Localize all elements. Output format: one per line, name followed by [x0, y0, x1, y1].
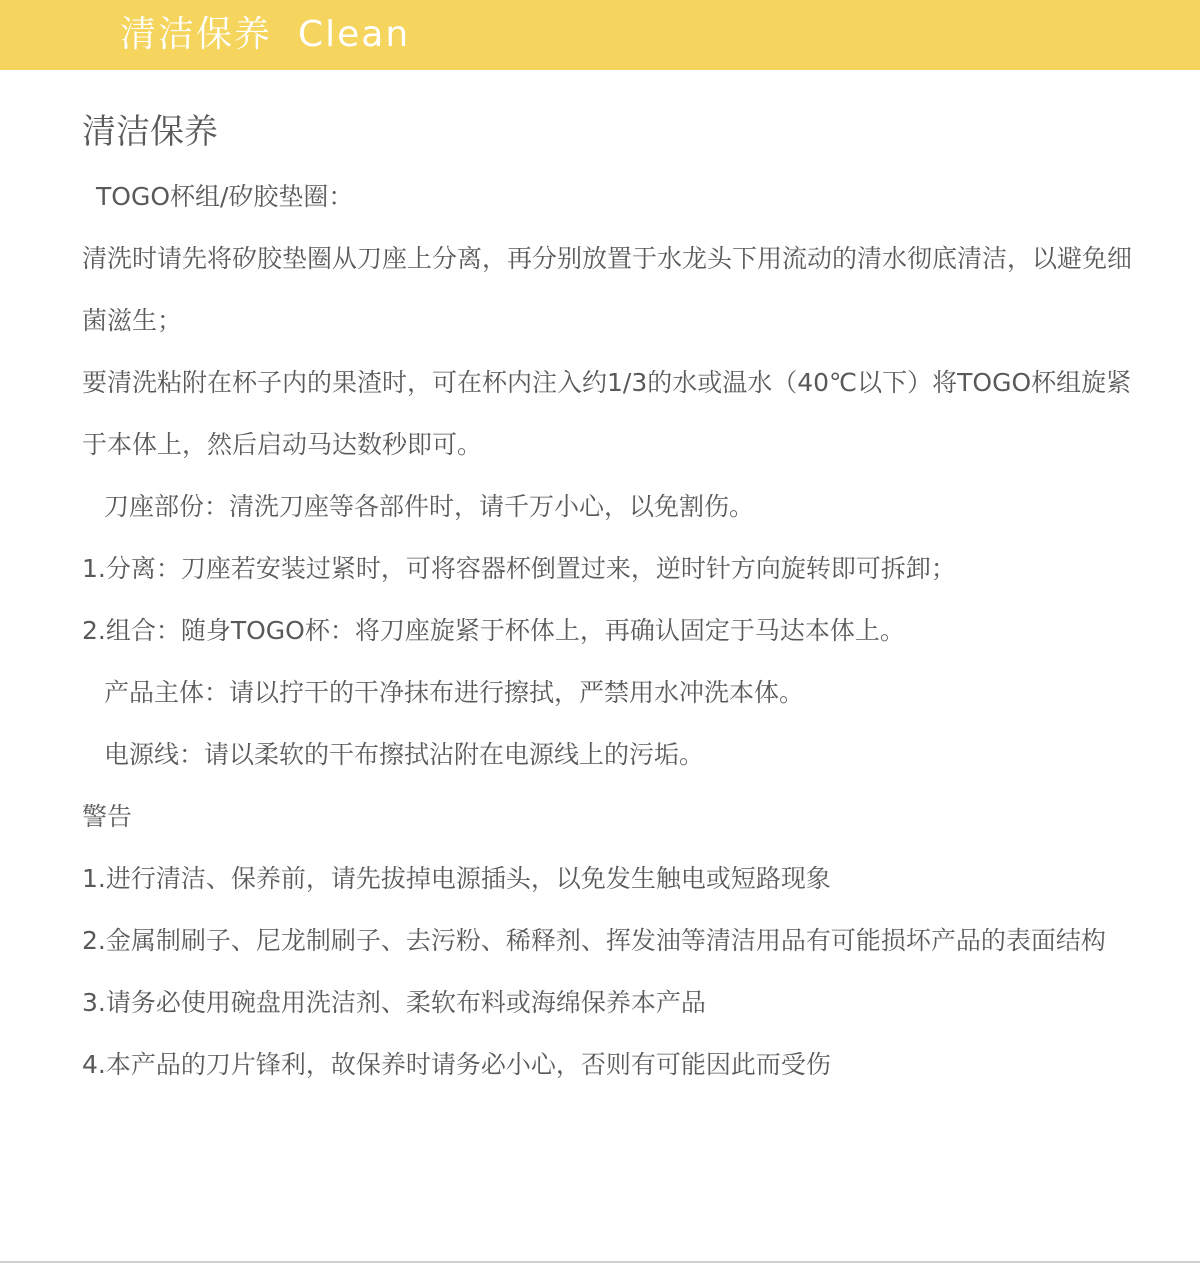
header-banner	[0, 0, 1200, 70]
warning-heading: 警告	[82, 802, 133, 831]
paragraph-pulp-cleaning: 要清洗粘附在杯子内的果渣时，可在杯内注入约1/3的水或温水（40℃以下）将TOGO杯组旋紧于本体上，然后启动马达数秒即可。	[82, 368, 1132, 459]
warning-item-1: 1.进行清洁、保养前，请先拔掉电源插头，以免发生触电或短路现象	[82, 864, 831, 893]
section-title: 清洁保养	[82, 112, 218, 152]
paragraph-togo-cup-heading: TOGO杯组/矽胶垫圈：	[96, 182, 354, 211]
warning-item-2: 2.金属制刷子、尼龙制刷子、去污粉、稀释剂、挥发油等清洁用品有可能损坏产品的表面结构	[82, 926, 1106, 955]
paragraph-separate: 1.分离：刀座若安装过紧时，可将容器杯倒置过来，逆时针方向旋转即可拆卸；	[82, 554, 956, 583]
paragraph-gasket-cleaning: 清洗时请先将矽胶垫圈从刀座上分离，再分别放置于水龙头下用流动的清水彻底清洁，以避免细菌滋生；	[82, 244, 1133, 335]
header-title	[120, 12, 410, 58]
warning-item-3: 3.请务必使用碗盘用洗洁剂、柔软布料或海绵保养本产品	[82, 988, 706, 1017]
paragraph-assemble: 2.组合：随身TOGO杯：将刀座旋紧于杯体上，再确认固定于马达本体上。	[82, 616, 905, 645]
header-title-cn: 清洁保养	[120, 14, 273, 55]
paragraph-power-cord: 电源线：请以柔软的干布擦拭沾附在电源线上的污垢。	[104, 740, 705, 769]
cleaning-content	[82, 104, 1142, 1096]
header-title-en: Clean	[298, 14, 411, 55]
warning-item-4: 4.本产品的刀片锋利，故保养时请务必小心，否则有可能因此而受伤	[82, 1050, 831, 1079]
paragraph-blade-base: 刀座部份：清洗刀座等各部件时，请千万小心，以免割伤。	[104, 492, 755, 521]
paragraph-main-body: 产品主体：请以拧干的干净抹布进行擦拭，严禁用水冲洗本体。	[104, 678, 805, 707]
bottom-divider	[0, 1261, 1200, 1263]
